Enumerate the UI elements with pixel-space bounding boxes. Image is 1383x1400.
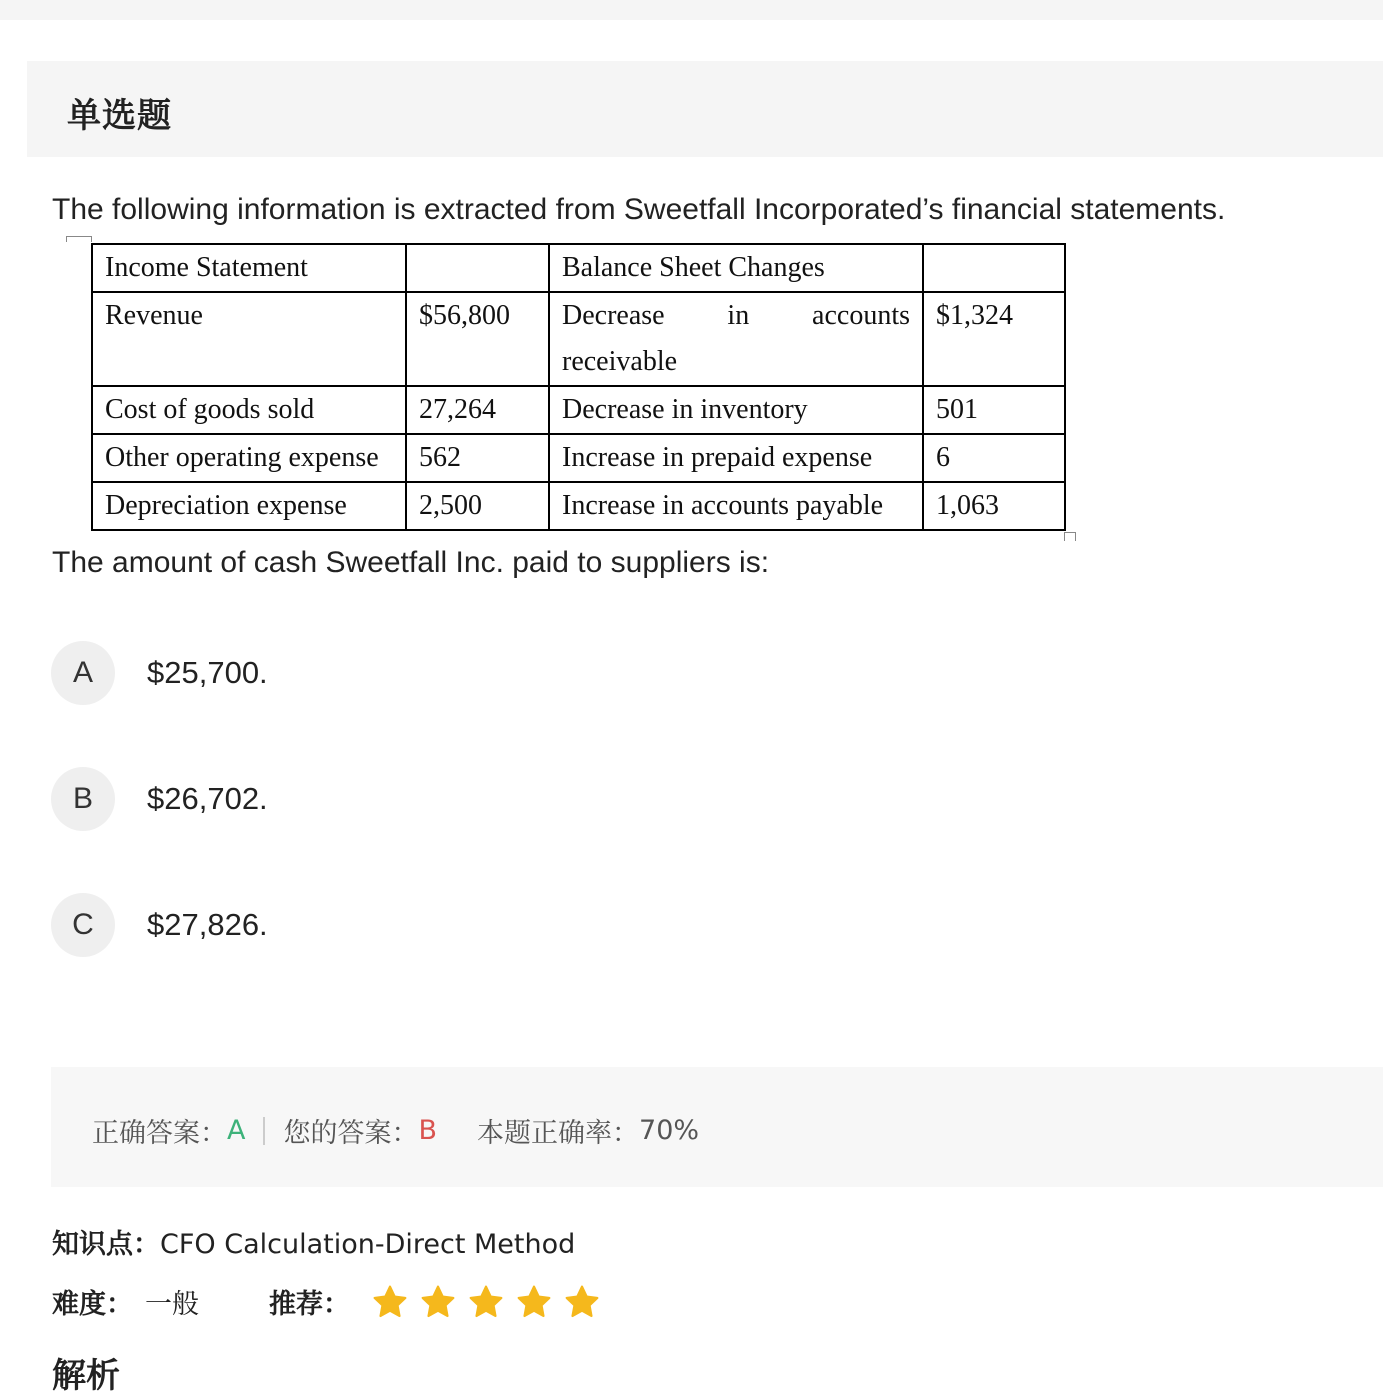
table-cell: 501 <box>923 386 1065 434</box>
table-cell: Increase in accounts payable <box>549 482 923 530</box>
question-type-label: 单选题 <box>67 96 172 136</box>
divider <box>263 1117 265 1145</box>
difficulty-label: 难度： <box>52 1289 133 1320</box>
knowledge-value: CFO Calculation-Direct Method <box>160 1229 576 1260</box>
star-icon <box>372 1284 408 1320</box>
option-c[interactable] <box>51 893 268 957</box>
analysis-title: 解析 <box>52 1356 120 1396</box>
correct-answer-label: 正确答案： <box>92 1118 227 1149</box>
top-bar <box>0 0 1383 20</box>
table-cell: 1,063 <box>923 482 1065 530</box>
table-row <box>92 292 1065 386</box>
your-answer-value: B <box>418 1115 438 1146</box>
accuracy-value: 70% <box>639 1115 700 1146</box>
table-cell-line: receivable <box>562 346 678 377</box>
financial-table <box>91 243 1066 531</box>
table-cell: 6 <box>923 434 1065 482</box>
table-row <box>92 482 1065 530</box>
table-cell: 27,264 <box>406 386 549 434</box>
knowledge-point <box>52 1222 575 1261</box>
difficulty-recommend-row <box>52 1282 612 1321</box>
table-cell: $56,800 <box>406 292 549 386</box>
correct-answer-value: A <box>227 1115 246 1146</box>
your-answer-label: 您的答案： <box>283 1118 419 1149</box>
table-row <box>92 434 1065 482</box>
answer-row <box>92 1111 699 1150</box>
table-cell-word: Decrease <box>562 300 665 331</box>
accuracy-label: 本题正确率： <box>477 1118 640 1149</box>
question-intro: The following information is extracted from Sweetfall Incorporated’s financial statements. <box>52 193 1226 226</box>
answer-summary <box>51 1067 1383 1187</box>
star-icon <box>420 1284 456 1320</box>
option-letter-badge[interactable]: C <box>51 893 115 957</box>
option-b[interactable] <box>51 767 268 831</box>
option-text[interactable]: $27,826. <box>147 907 268 942</box>
table-cell: 562 <box>406 434 549 482</box>
question-type-header <box>27 61 1383 157</box>
table-row <box>92 386 1065 434</box>
table-cell-word: accounts <box>812 300 910 331</box>
table-cell: Other operating expense <box>92 434 406 482</box>
knowledge-label: 知识点： <box>52 1229 160 1260</box>
star-icon <box>564 1284 600 1320</box>
table-cell: Decrease in inventory <box>549 386 923 434</box>
table-cell: Cost of goods sold <box>92 386 406 434</box>
option-text[interactable]: $25,700. <box>147 655 268 690</box>
table-header-cell <box>923 244 1065 292</box>
star-icon <box>468 1284 504 1320</box>
table-cell: $1,324 <box>923 292 1065 386</box>
question-prompt: The amount of cash Sweetfall Inc. paid to suppliers is: <box>52 546 770 579</box>
table-header-cell <box>406 244 549 292</box>
table-handle-bottom <box>1064 532 1076 541</box>
option-text[interactable]: $26,702. <box>147 781 268 816</box>
option-a[interactable] <box>51 641 268 705</box>
option-letter-badge[interactable]: A <box>51 641 115 705</box>
table-cell: Revenue <box>92 292 406 386</box>
difficulty-value: 一般 <box>145 1289 199 1320</box>
table-header-cell: Income Statement <box>92 244 406 292</box>
table-cell-word: in <box>727 300 750 331</box>
table-header-cell: Balance Sheet Changes <box>549 244 923 292</box>
table-cell: Increase in prepaid expense <box>549 434 923 482</box>
table-handle-top <box>66 236 92 242</box>
table-header-row <box>92 244 1065 292</box>
table-cell <box>549 292 923 386</box>
star-icon <box>516 1284 552 1320</box>
recommend-stars <box>372 1284 612 1320</box>
table-cell: 2,500 <box>406 482 549 530</box>
table-cell: Depreciation expense <box>92 482 406 530</box>
recommend-label: 推荐： <box>269 1289 350 1320</box>
justified-line <box>562 293 910 339</box>
option-letter-badge[interactable]: B <box>51 767 115 831</box>
